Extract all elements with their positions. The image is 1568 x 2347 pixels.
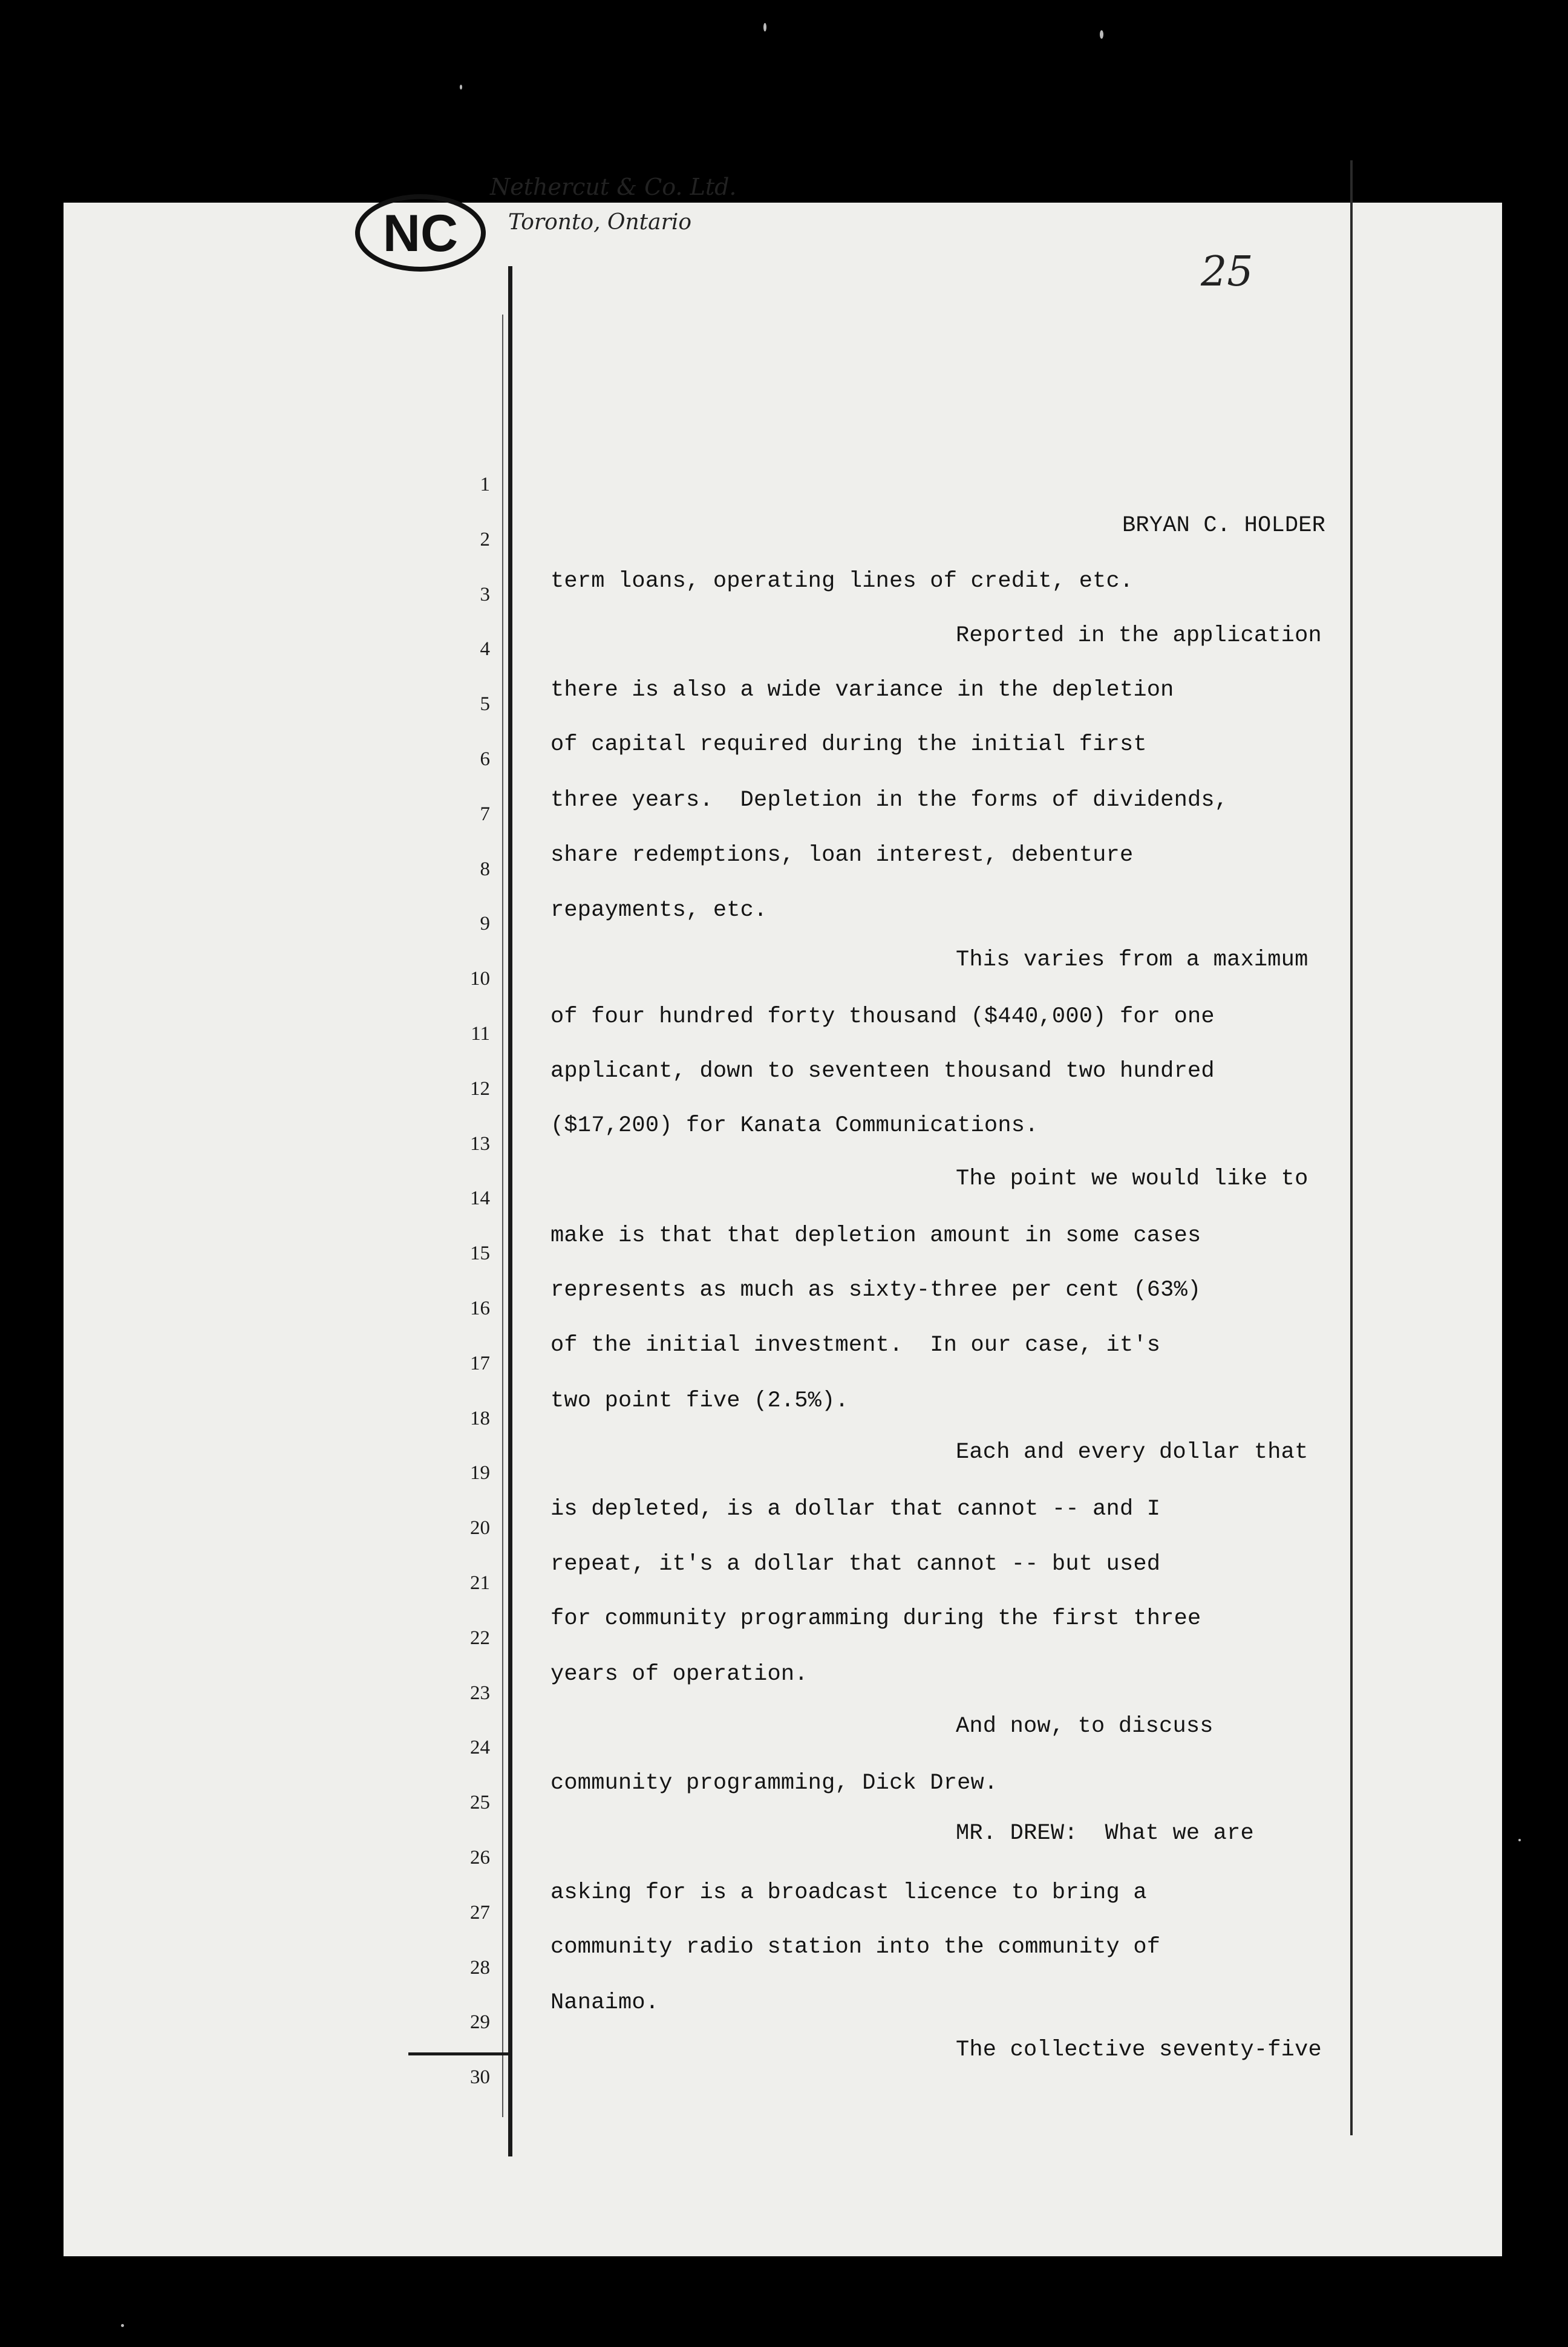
left-margin-rule-inner [502,315,503,2117]
transcript-line: community radio station into the community of [550,1934,1161,1960]
line-number: 15 [470,1242,490,1264]
transcript-line: years of operation. [550,1662,808,1687]
left-margin-rule [508,266,512,2156]
transcript-line: ($17,200) for Kanata Communications. [550,1113,1039,1138]
transcript-line: term loans, operating lines of credit, etc. [550,569,1134,594]
firm-name: Nethercut & Co. Ltd. [490,174,737,200]
transcript-line: asking for is a broadcast licence to bring a [550,1880,1147,1905]
nc-logo [351,188,490,278]
line-number: 25 [470,1792,490,1813]
line-number: 8 [480,858,490,880]
transcript-line: there is also a wide variance in the depletion [550,677,1174,703]
line-number: 30 [470,2066,490,2088]
logo-letters: NC [382,204,459,263]
transcript-line: of capital required during the initial first [550,732,1147,757]
line-number: 14 [470,1187,490,1209]
line-number: 1 [480,474,490,495]
line-30-marker [408,2052,511,2055]
film-speck [121,2324,124,2327]
line-number: 20 [470,1517,490,1539]
line-number: 13 [470,1133,490,1155]
transcript-line: repayments, etc. [550,898,768,923]
line-number: 19 [470,1462,490,1484]
right-margin-rule [1350,160,1353,2135]
line-number: 18 [470,1408,490,1429]
line-number: 16 [470,1298,490,1319]
line-number: 28 [470,1957,490,1979]
line-number: 6 [480,748,490,770]
transcript-line: of four hundred forty thousand ($440,000) for one [550,1004,1215,1030]
transcript-line: of the initial investment. In our case, it's [550,1333,1161,1358]
transcript-line: Nanaimo. [550,1990,659,2016]
transcript-line: This varies from a maximum [956,947,1308,973]
transcript-line: And now, to discuss [956,1714,1214,1739]
line-number: 27 [470,1902,490,1924]
transcript-line: is depleted, is a dollar that cannot -- and I [550,1497,1161,1522]
transcript-line: three years. Depletion in the forms of dividends, [550,788,1229,813]
film-speck [1518,1839,1521,1841]
line-number: 22 [470,1627,490,1649]
transcript-line: Reported in the application [956,623,1322,648]
page-number: 25 [1201,248,1253,296]
transcript-line: The collective seventy-five [956,2037,1322,2063]
line-number: 11 [471,1023,490,1045]
line-number: 24 [470,1737,490,1758]
transcript-line: MR. DREW: What we are [956,1821,1254,1846]
line-number: 23 [470,1682,490,1704]
line-number: 12 [470,1078,490,1100]
transcript-line: community programming, Dick Drew. [550,1771,998,1796]
transcript-line: represents as much as sixty-three per cent (63%) [550,1278,1201,1303]
line-number: 21 [470,1572,490,1594]
line-number: 4 [480,638,490,660]
line-number: 9 [480,913,490,935]
film-speck [460,85,462,90]
firm-letterhead [484,175,737,233]
firm-location: Toronto, Ontario [508,210,692,235]
transcript-line: The point we would like to [956,1166,1308,1192]
line-number: 26 [470,1847,490,1869]
line-number: 17 [470,1353,490,1374]
transcript-line: for community programming during the first three [550,1606,1201,1631]
line-number: 29 [470,2011,490,2033]
line-number: 5 [480,693,490,715]
line-number: 3 [480,584,490,606]
film-speck [763,23,766,31]
speaker-header: BRYAN C. HOLDER [1122,513,1326,538]
line-number: 7 [480,803,490,825]
line-number: 2 [480,529,490,550]
transcript-line: applicant, down to seventeen thousand two hundred [550,1059,1215,1084]
transcript-line: two point five (2.5%). [550,1388,849,1414]
transcript-line: repeat, it's a dollar that cannot -- but used [550,1552,1161,1577]
transcript-line: Each and every dollar that [956,1440,1308,1465]
line-number: 10 [470,968,490,990]
transcript-line: make is that that depletion amount in some cases [550,1223,1201,1249]
transcript-line: share redemptions, loan interest, debenture [550,843,1134,868]
film-speck [1100,30,1103,39]
